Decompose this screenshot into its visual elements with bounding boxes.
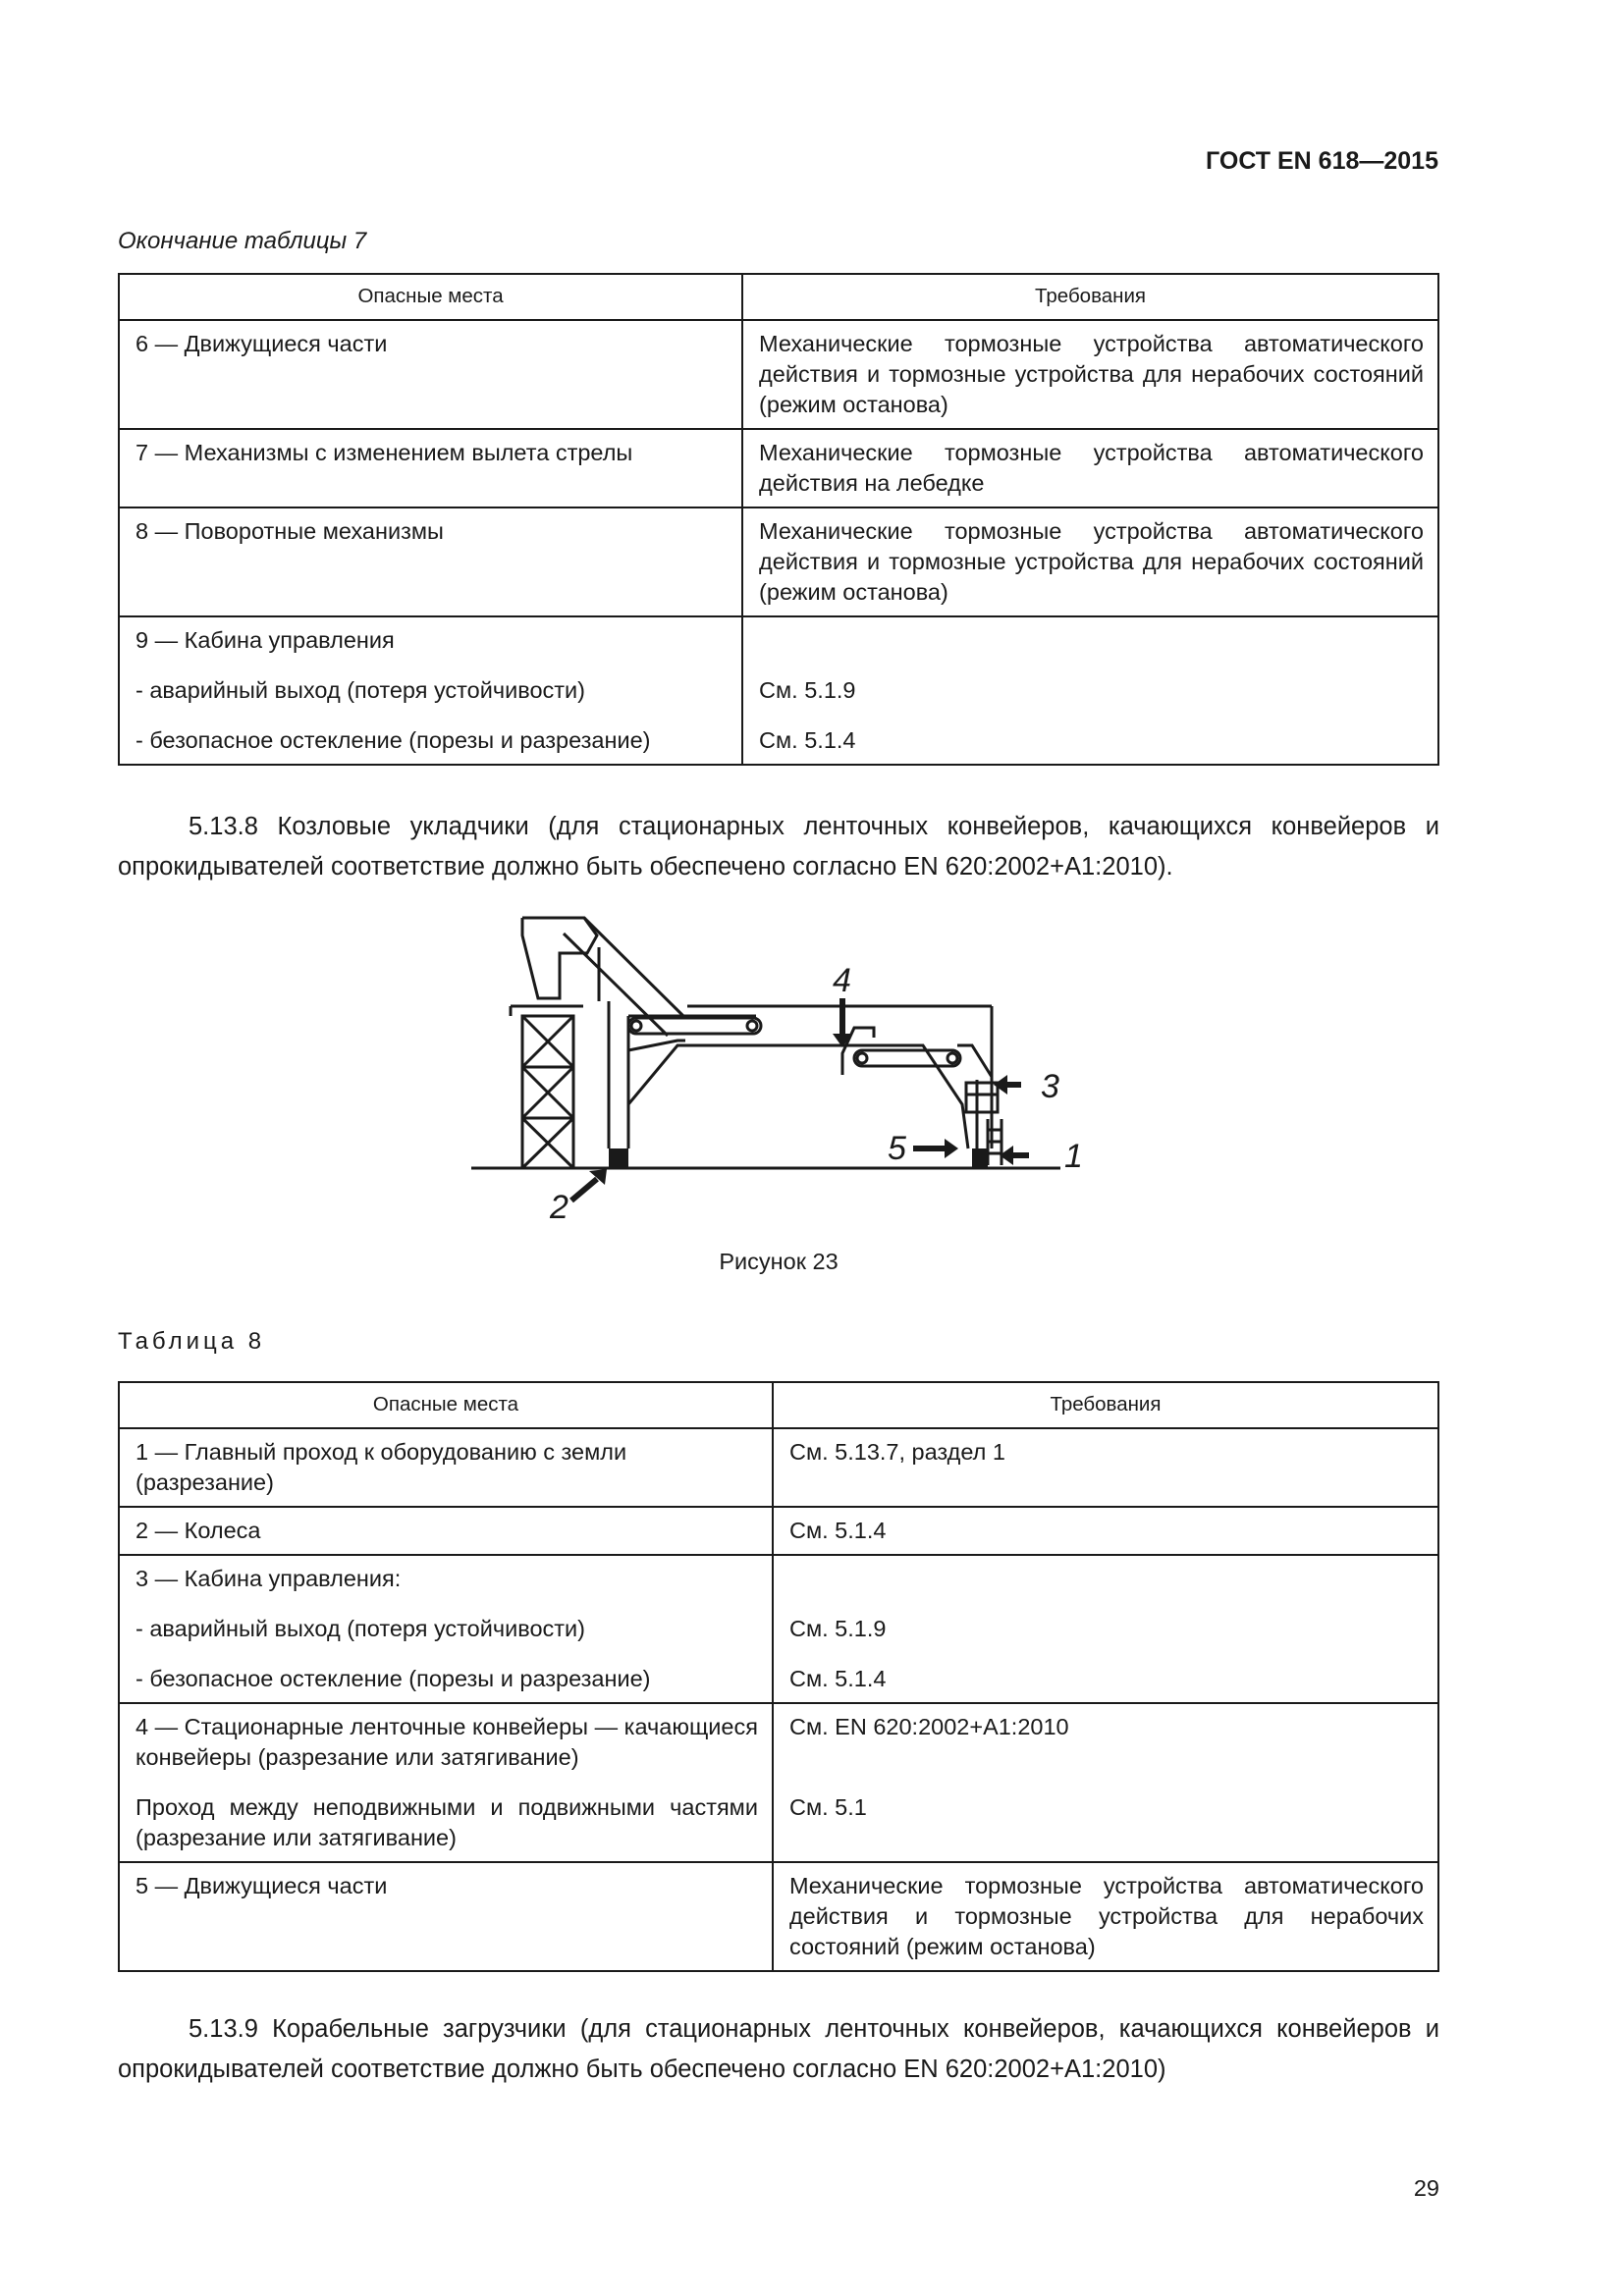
column-header-hazard: Опасные места xyxy=(119,1382,773,1428)
figure-label-4: 4 xyxy=(833,962,851,999)
table-row xyxy=(119,616,1438,765)
hazard-cell: 7 — Механизмы с изменением вылета стрелы xyxy=(119,429,742,507)
figure-23-drawing xyxy=(461,908,1110,1232)
paragraph-5-13-9: 5.13.9 Корабельные загрузчики (для стационарных ленточных конвейеров, качающихся конвейеров и опрокидывателей соответствие должно быть обеспечено согласно EN 620:2002+A1:2010) xyxy=(118,2015,1439,2083)
table8-label: Таблица 8 xyxy=(118,1328,266,1355)
table-row xyxy=(119,1555,1438,1703)
table-header-row xyxy=(119,1382,1438,1428)
hazard-title: 3 — Кабина управления: xyxy=(135,1566,402,1591)
column-header-requirements: Требования xyxy=(773,1382,1438,1428)
hazard-subitem: - безопасное остекление (порезы и разрезание) xyxy=(135,727,651,753)
requirement-subitem: См. 5.1.4 xyxy=(788,1666,887,1691)
table-row xyxy=(119,1862,1438,1971)
column-header-requirements: Требования xyxy=(742,274,1438,320)
figure-label-5: 5 xyxy=(888,1130,906,1167)
figure-label-2: 2 xyxy=(550,1189,568,1226)
hazard-cell: 2 — Колеса xyxy=(119,1507,773,1555)
document-id: ГОСТ EN 618—2015 xyxy=(1206,147,1438,175)
paragraph-5-13-8: 5.13.8 Козловые укладчики (для стационарных ленточных конвейеров, качающихся конвейеров и опрокидывателей соответствие должно быть обеспечено согласно EN 620:2002+A1:2010). xyxy=(118,813,1439,881)
table-row xyxy=(119,1507,1438,1555)
hazard-title: 9 — Кабина управления xyxy=(135,627,395,653)
hazard-subitem: - аварийный выход (потеря устойчивости) xyxy=(135,1616,586,1641)
hazard-cell: 6 — Движущиеся части xyxy=(119,320,742,429)
table-row xyxy=(119,1703,1438,1862)
table-row xyxy=(119,507,1438,616)
table7-caption: Окончание таблицы 7 xyxy=(118,228,367,254)
hazard-cell: 1 — Главный проход к оборудованию с земли (разрезание) xyxy=(119,1428,773,1507)
page-number: 29 xyxy=(1413,2175,1439,2201)
wheel-left xyxy=(609,1148,628,1168)
table-row xyxy=(119,429,1438,507)
requirement-cell xyxy=(773,1555,1438,1703)
requirement-subitem: См. 5.1.4 xyxy=(759,727,856,753)
requirement-cell: Механические тормозные устройства автоматического действия и тормозные устройства для нерабочих состояний (режим останова) xyxy=(773,1862,1438,1971)
figure-label-1: 1 xyxy=(1064,1138,1083,1175)
column-header-hazard: Опасные места xyxy=(119,274,742,320)
requirement-cell: Механические тормозные устройства автоматического действия и тормозные устройства для нерабочих состояний (режим останова) xyxy=(742,320,1438,429)
figure-label-3: 3 xyxy=(1041,1068,1059,1105)
hazard-subitem: - безопасное остекление (порезы и разрезание) xyxy=(135,1666,651,1691)
hazard-title: 4 — Стационарные ленточные конвейеры — качающиеся конвейеры (разрезание или затягивание) xyxy=(135,1714,758,1770)
hazard-cell xyxy=(119,616,742,765)
hazard-subitem: Проход между неподвижными и подвижными частями (разрезание или затягивание) xyxy=(135,1794,758,1850)
table7 xyxy=(118,273,1439,766)
requirement-subitem: См. 5.1 xyxy=(788,1794,867,1820)
requirement-cell xyxy=(742,616,1438,765)
hazard-cell xyxy=(119,1555,773,1703)
requirement-cell: См. 5.1.4 xyxy=(773,1507,1438,1555)
hazard-subitem: - аварийный выход (потеря устойчивости) xyxy=(135,677,586,703)
requirement-cell: Механические тормозные устройства автоматического действия на лебедке xyxy=(742,429,1438,507)
hopper xyxy=(522,918,597,998)
arrow-2 xyxy=(571,1179,597,1201)
table-row xyxy=(119,1428,1438,1507)
requirement-cell xyxy=(773,1703,1438,1862)
requirement-title: См. EN 620:2002+A1:2010 xyxy=(788,1714,1069,1739)
table-header-row xyxy=(119,274,1438,320)
requirement-subitem: См. 5.1.9 xyxy=(759,677,856,703)
hazard-cell: 5 — Движущиеся части xyxy=(119,1862,773,1971)
table8 xyxy=(118,1381,1439,1972)
requirement-subitem: См. 5.1.9 xyxy=(788,1616,887,1641)
hazard-cell: 8 — Поворотные механизмы xyxy=(119,507,742,616)
requirement-cell: Механические тормозные устройства автоматического действия и тормозные устройства для нерабочих состояний (режим останова) xyxy=(742,507,1438,616)
table-row xyxy=(119,320,1438,429)
figure-caption: Рисунок 23 xyxy=(719,1249,839,1274)
wheel-right xyxy=(972,1148,988,1168)
requirement-cell: См. 5.13.7, раздел 1 xyxy=(773,1428,1438,1507)
hazard-cell xyxy=(119,1703,773,1862)
